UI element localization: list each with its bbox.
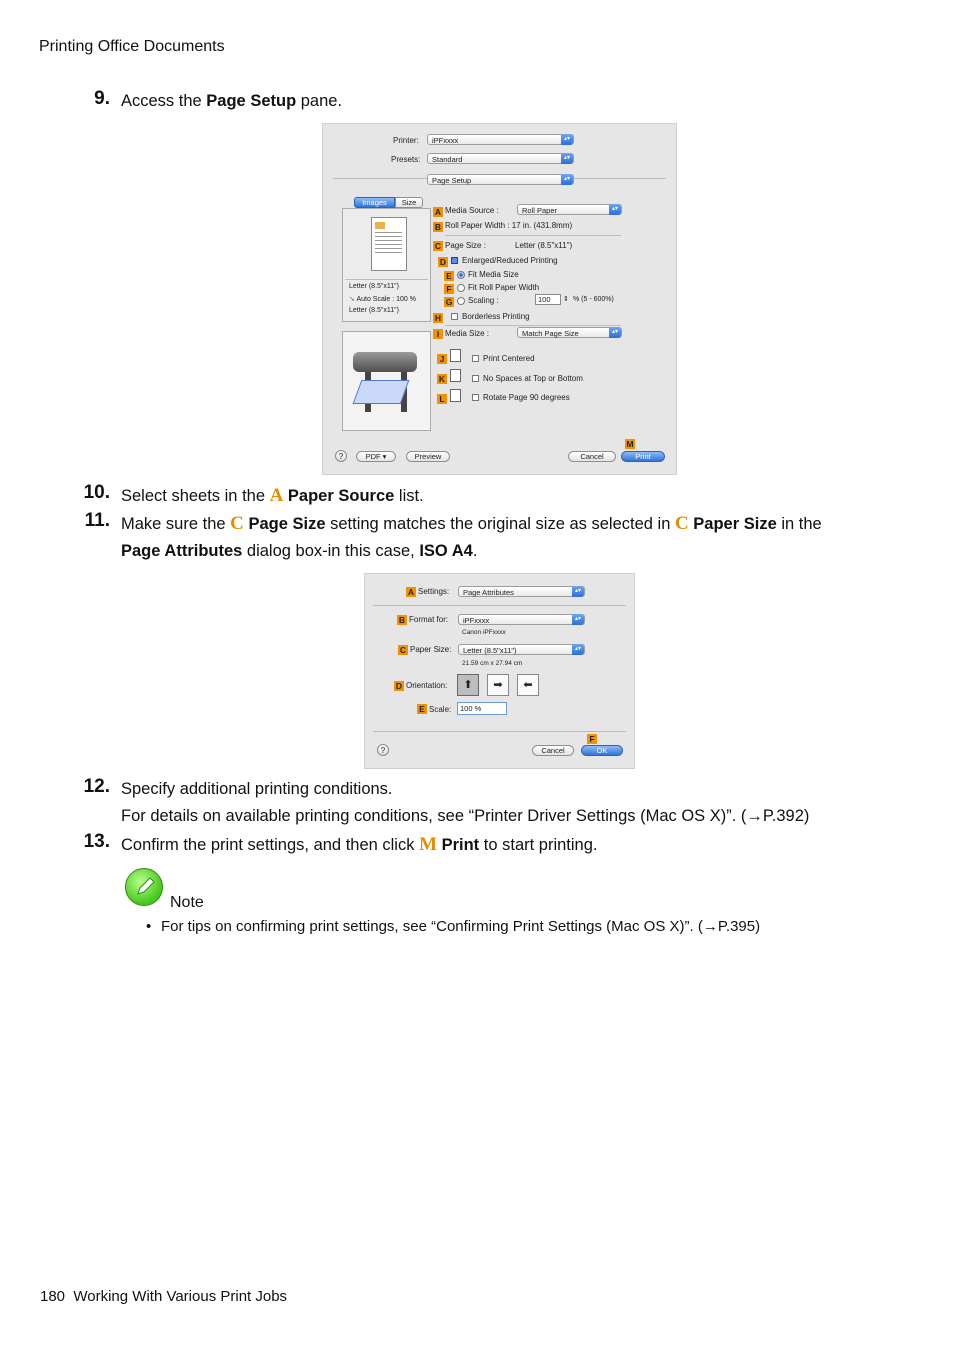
divider: [373, 731, 626, 732]
step-text: [121, 831, 598, 859]
callout-k: K: [438, 374, 446, 384]
orientation-reverse-landscape-icon[interactable]: ⬅: [517, 674, 539, 696]
text-run: dialog box-in this case,: [242, 542, 420, 560]
step-text: [121, 88, 342, 115]
scaling-input[interactable]: 100: [535, 294, 561, 305]
paper-size-value: Letter (8.5"x11"): [463, 646, 517, 655]
enlarged-checkbox[interactable]: [451, 257, 458, 264]
help-button[interactable]: ?: [377, 744, 389, 756]
text-line: [375, 240, 402, 241]
step-text: [121, 776, 921, 830]
text-bold: Page Size: [248, 515, 326, 533]
media-source-label: Media Source :: [445, 206, 499, 215]
media-source-value: Roll Paper: [522, 206, 558, 215]
cancel-button[interactable]: Cancel: [532, 745, 574, 756]
paper-size-popup[interactable]: [458, 644, 585, 655]
printer-illustration: [342, 331, 431, 431]
text-run: list.: [394, 487, 424, 505]
media-size-popup[interactable]: [517, 327, 622, 338]
callout-e: E: [417, 704, 427, 714]
orientation-label: Orientation:: [406, 681, 448, 690]
divider: [345, 279, 428, 280]
text-line: Specify additional printing conditions.: [121, 780, 393, 798]
print-button[interactable]: Print: [621, 451, 665, 462]
text-line: [375, 232, 402, 233]
text-run: to start printing.: [479, 836, 598, 854]
format-sub: Canon iPFxxxx: [462, 629, 506, 636]
presets-label: Presets:: [391, 155, 421, 164]
callout-letter: C: [230, 513, 244, 534]
step-text: [121, 482, 424, 510]
step-number: 11.: [84, 510, 110, 531]
thumbnail-image: [375, 222, 385, 229]
scaling-label: Scaling :: [468, 296, 499, 305]
no-spaces-label: No Spaces at Top or Bottom: [483, 374, 583, 383]
step-text: [121, 510, 921, 565]
pdf-button[interactable]: PDF ▾: [356, 451, 396, 462]
page-size-label: Page Size :: [445, 241, 486, 250]
text-bold: ISO A4: [419, 542, 473, 560]
callout-b: B: [434, 222, 442, 232]
preview-info: [349, 295, 416, 303]
popup-arrow-icon: ▴▾: [572, 586, 584, 597]
scale-label: Scale:: [429, 705, 452, 714]
pane-popup[interactable]: [427, 174, 574, 185]
paper-size-label: Paper Size:: [410, 645, 452, 654]
text-line: [375, 236, 402, 237]
borderless-label: Borderless Printing: [462, 312, 530, 321]
callout-a: A: [434, 207, 442, 217]
callout-l: L: [437, 394, 447, 404]
callout-a: A: [407, 587, 415, 597]
borderless-checkbox[interactable]: [451, 313, 458, 320]
printer-value: iPFxxxx: [432, 136, 459, 145]
orientation-portrait-icon[interactable]: ⬆: [457, 674, 479, 696]
text-bold: Paper Size: [693, 515, 777, 533]
footer-title: Working With Various Print Jobs: [73, 1288, 288, 1305]
fit-roll-label: Fit Roll Paper Width: [468, 283, 540, 292]
callout-e: E: [444, 271, 454, 281]
text-run: Confirm the print settings, and then click: [121, 836, 420, 854]
step-number: 9.: [94, 88, 110, 109]
fit-roll-radio[interactable]: [457, 284, 465, 292]
scale-input[interactable]: 100 %: [457, 702, 507, 715]
page-attributes-dialog: [364, 573, 635, 769]
popup-arrow-icon: ▴▾: [572, 644, 584, 655]
text-run: setting matches the original size as selected in: [325, 515, 675, 533]
text-run: in the: [776, 515, 822, 533]
text-bold: Paper Source: [287, 487, 395, 505]
callout-f: F: [444, 284, 454, 294]
print-centered-icon: [450, 349, 461, 362]
note-item: For tips on confirming print settings, see “Confirming Print Settings (Mac OS X)”. (→P.395): [161, 918, 761, 935]
step-number: 13.: [83, 831, 110, 852]
no-spaces-checkbox[interactable]: [472, 375, 479, 382]
media-size-value: Match Page Size: [522, 329, 579, 338]
text-run: Select sheets in the: [121, 487, 270, 505]
pane-value: Page Setup: [432, 176, 472, 185]
arrow-down-icon: ➘: [349, 296, 355, 303]
divider: [373, 605, 626, 606]
text-run: .: [472, 542, 478, 560]
text-line: [375, 252, 402, 253]
text-line: For details on available printing conditions, see “Printer Driver Settings (Mac OS X)”. (→P.392): [121, 807, 810, 825]
help-button[interactable]: ?: [335, 450, 347, 462]
preview-info-scale: Auto Scale : 100 %: [356, 296, 416, 303]
note-bullet: •: [146, 918, 152, 935]
format-label: Format for:: [409, 615, 449, 624]
page-setup-dialog: [322, 123, 677, 475]
print-centered-label: Print Centered: [483, 354, 535, 363]
note-pencil-icon: [125, 868, 163, 906]
callout-i: I: [433, 329, 443, 339]
paper-size-sub: 21.59 cm x 27.94 cm: [462, 660, 523, 667]
callout-m: M: [626, 439, 634, 449]
roll-width-value: 17 in. (431.8mm): [511, 221, 573, 230]
ok-button[interactable]: OK: [581, 745, 623, 756]
fit-media-radio[interactable]: [457, 271, 465, 279]
page-footer: [40, 1288, 287, 1305]
scaling-radio[interactable]: [457, 297, 465, 305]
divider: [445, 235, 621, 236]
media-source-popup[interactable]: [517, 204, 622, 215]
text-run: pane.: [296, 92, 343, 110]
page-preview: [371, 217, 407, 271]
text-line: [375, 244, 402, 245]
roll-width-label: [445, 221, 572, 230]
presets-popup[interactable]: [427, 153, 574, 164]
format-popup[interactable]: [458, 614, 585, 625]
scaling-range: % (5 - 600%): [573, 296, 614, 303]
roll-width-label-text: Roll Paper Width :: [445, 221, 510, 230]
rotate-label: Rotate Page 90 degrees: [483, 393, 570, 402]
preview-button[interactable]: Preview: [406, 451, 450, 462]
callout-d: D: [439, 257, 447, 267]
text-line: [375, 248, 402, 249]
no-spaces-icon: [450, 369, 461, 382]
callout-letter: A: [269, 485, 284, 506]
popup-arrow-icon: ▴▾: [561, 153, 573, 164]
enlarged-label: Enlarged/Reduced Printing: [462, 256, 558, 265]
printer-label: Printer:: [393, 136, 419, 145]
popup-arrow-icon: ▴▾: [572, 614, 584, 625]
media-size-label: Media Size :: [445, 329, 490, 338]
printer-body-icon: [353, 352, 417, 372]
text-bold: Page Setup: [206, 92, 297, 110]
callout-c: C: [399, 645, 407, 655]
text-bold: Page Attributes: [121, 542, 243, 560]
pencil-icon: [126, 869, 162, 905]
popup-arrow-icon: ▴▾: [561, 174, 573, 185]
text-run: Access the: [121, 92, 207, 110]
callout-c: C: [434, 241, 442, 251]
presets-value: Standard: [432, 155, 463, 164]
callout-d: D: [395, 681, 403, 691]
tab-size[interactable]: Size: [395, 197, 423, 208]
step-number: 12.: [83, 776, 110, 797]
step-number: 10.: [83, 482, 110, 503]
callout-letter: C: [674, 513, 689, 534]
printer-popup[interactable]: [427, 134, 574, 145]
tab-images[interactable]: Images: [354, 197, 395, 208]
popup-arrow-icon: ▴▾: [609, 204, 621, 215]
text-bold: Print: [441, 836, 480, 854]
running-header: Printing Office Documents: [39, 38, 225, 55]
cancel-button[interactable]: Cancel: [568, 451, 616, 462]
rotate-page-icon: [450, 389, 461, 402]
text-run: Make sure the: [121, 515, 231, 533]
preview-info: Letter (8.5"x11"): [349, 283, 399, 290]
popup-arrow-icon: ▴▾: [561, 134, 573, 145]
callout-h: H: [434, 313, 442, 323]
format-value: iPFxxxx: [463, 616, 490, 625]
settings-label: Settings:: [418, 587, 450, 596]
callout-f: F: [587, 734, 597, 744]
callout-b: B: [398, 615, 406, 625]
paper-sheet-icon: [353, 380, 410, 404]
orientation-landscape-icon[interactable]: ➡: [487, 674, 509, 696]
page-number: 180: [40, 1288, 66, 1305]
fit-media-label: Fit Media Size: [468, 270, 519, 279]
print-centered-checkbox[interactable]: [472, 355, 479, 362]
settings-value: Page Attributes: [463, 588, 514, 597]
callout-letter: M: [419, 834, 437, 855]
callout-g: G: [445, 297, 453, 307]
page-size-value: Letter (8.5"x11"): [515, 241, 573, 250]
preview-panel: [342, 208, 431, 322]
preview-info: Letter (8.5"x11"): [349, 307, 399, 314]
popup-arrow-icon: ▴▾: [609, 327, 621, 338]
divider: [445, 325, 621, 326]
settings-popup[interactable]: [458, 586, 585, 597]
scaling-stepper-icon[interactable]: ⇕: [563, 296, 569, 303]
note-title: Note: [170, 894, 204, 911]
callout-j: J: [437, 354, 447, 364]
rotate-checkbox[interactable]: [472, 394, 479, 401]
